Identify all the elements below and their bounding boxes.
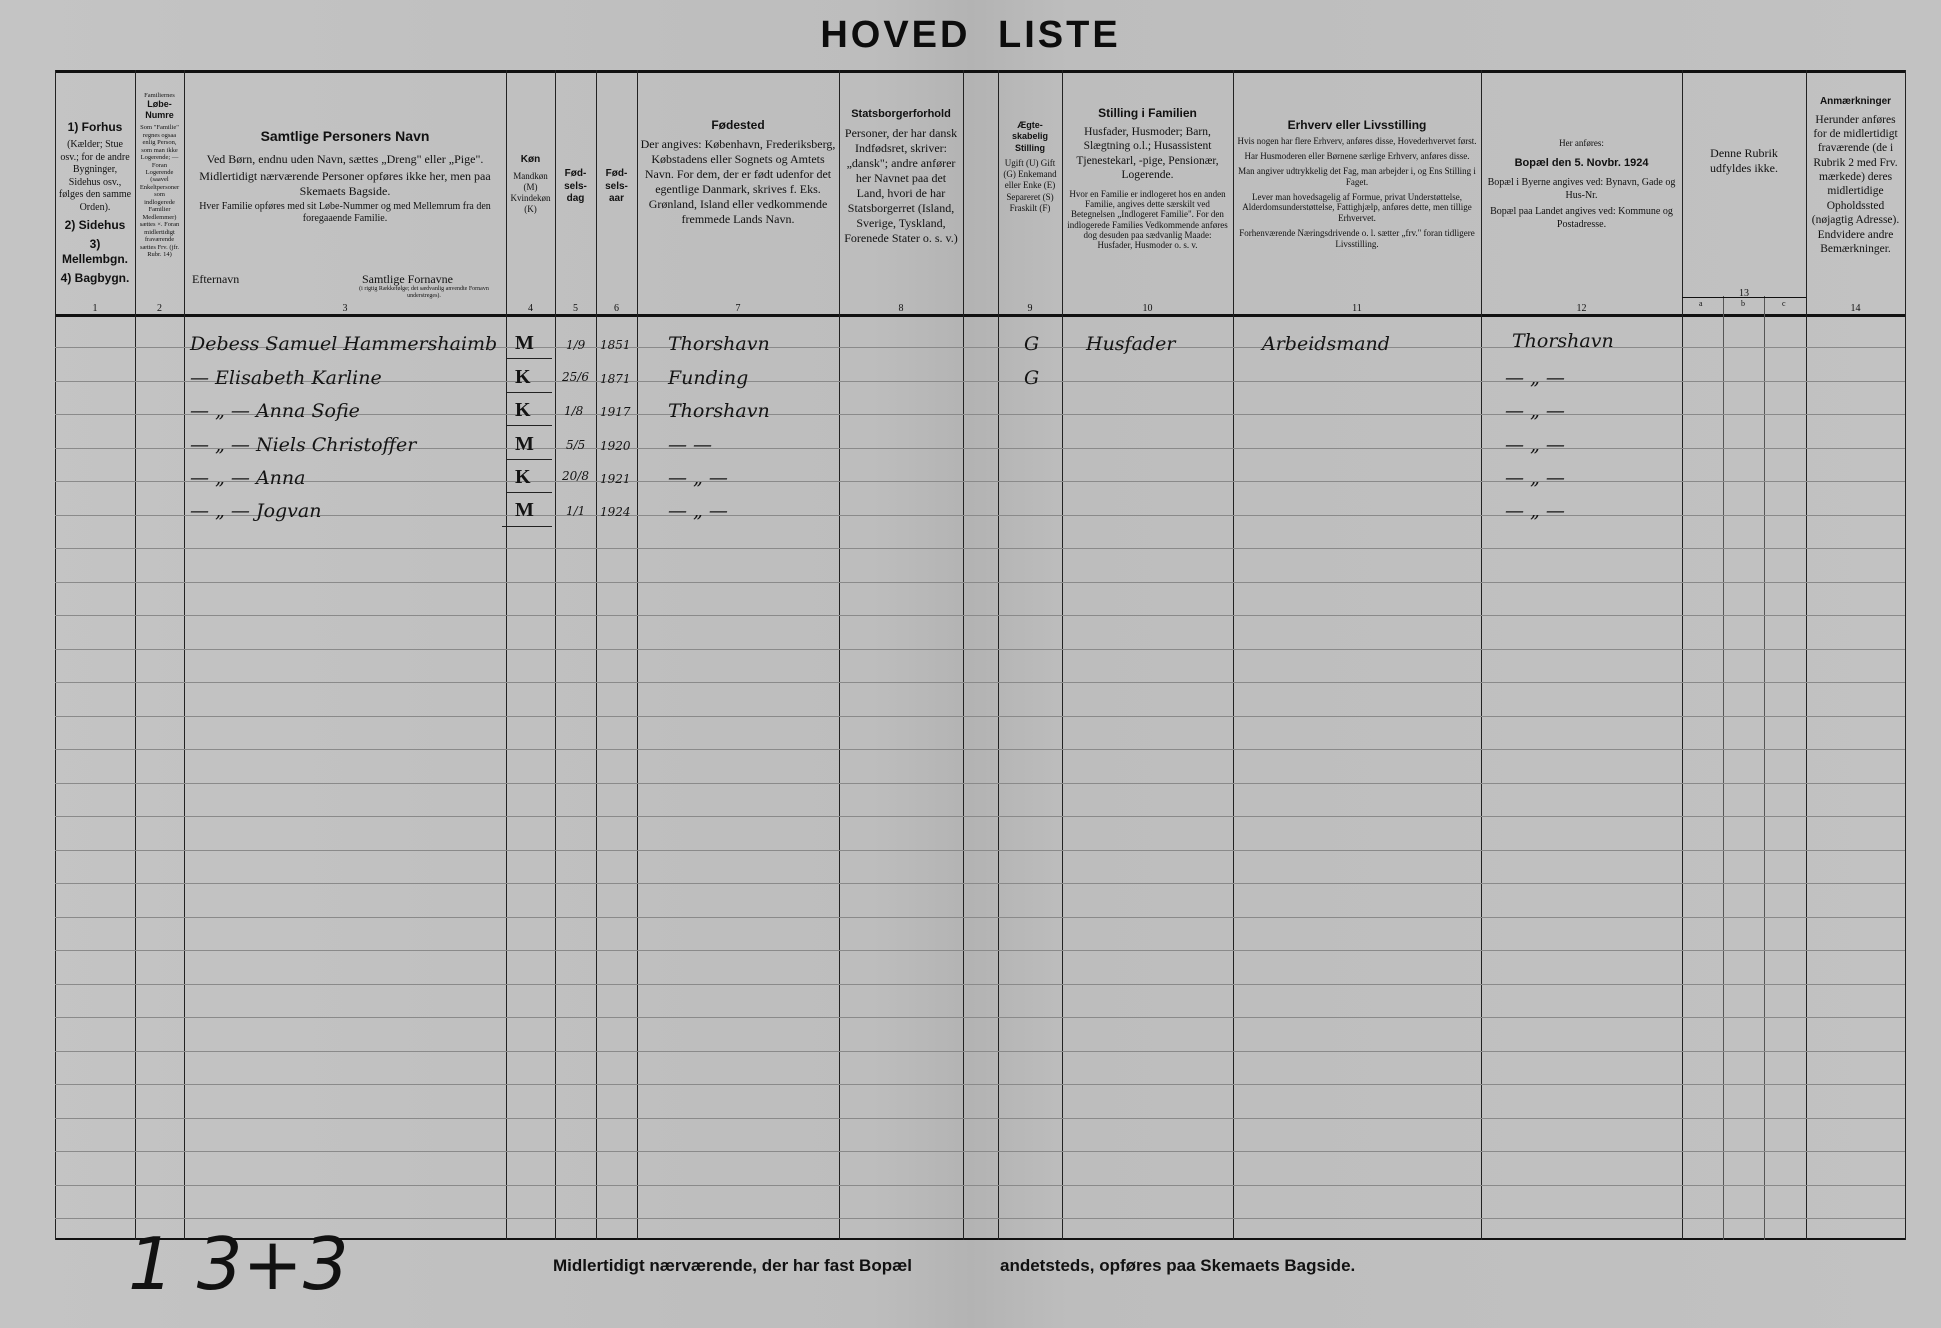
header-firstnames-sub: (i rigtig Rækkefølge; det sædvanlig anvendte Fornavn understreges). bbox=[359, 286, 489, 299]
header-residence-top: Her anføres: bbox=[1559, 138, 1604, 148]
col-line bbox=[1764, 296, 1765, 1240]
entry-year: 1917 bbox=[600, 405, 631, 419]
colnum: 5 bbox=[573, 303, 578, 314]
header-remarks: Anmærkninger bbox=[1819, 96, 1892, 107]
top-rule bbox=[55, 70, 1905, 73]
form-row-line bbox=[55, 481, 1905, 482]
header-residence: Bopæl den 5. Novbr. 1924 bbox=[1514, 157, 1649, 170]
header-bagbygn: 4) Bagbygn. bbox=[60, 271, 130, 285]
entry-sex: M bbox=[515, 433, 534, 455]
sex-underline bbox=[506, 392, 552, 393]
entry-birthplace: Thorshavn bbox=[668, 333, 770, 355]
entry-role: Husfader bbox=[1086, 333, 1176, 355]
entry-birthplace: — „ — bbox=[668, 500, 728, 522]
entry-sex: K bbox=[515, 466, 531, 488]
colnum: 4 bbox=[528, 303, 533, 314]
header-col-1 bbox=[55, 76, 135, 301]
header-col-14 bbox=[1806, 76, 1905, 301]
page-title: HOVED LISTE bbox=[820, 14, 1121, 56]
form-row-line bbox=[55, 984, 1905, 985]
colnum: 3 bbox=[342, 303, 348, 314]
entry-name: — „ — Niels Christoffer bbox=[190, 434, 417, 456]
sex-underline bbox=[506, 358, 552, 359]
form-row-line bbox=[55, 1084, 1905, 1085]
form-row-line bbox=[55, 1017, 1905, 1018]
header-rule bbox=[55, 314, 1905, 317]
entry-birthplace: Thorshavn bbox=[668, 400, 770, 422]
form-row-line bbox=[55, 917, 1905, 918]
header-firstnames: Samtlige Fornavne bbox=[362, 272, 453, 286]
entry-sex: K bbox=[515, 399, 531, 421]
entry-birthplace: Funding bbox=[668, 367, 749, 389]
entry-day: 25/6 bbox=[562, 370, 589, 384]
header-names: Samtlige Personers Navn bbox=[260, 128, 430, 144]
entry-day: 20/8 bbox=[562, 469, 589, 483]
entry-day: 1/9 bbox=[566, 338, 586, 352]
form-row-line bbox=[55, 649, 1905, 650]
header-forhus: 1) Forhus bbox=[67, 120, 123, 134]
subcol-a: a bbox=[1699, 299, 1703, 308]
form-row-line bbox=[55, 950, 1905, 951]
sex-underline bbox=[506, 425, 552, 426]
col-line bbox=[1905, 70, 1906, 1240]
header-col-7 bbox=[637, 76, 839, 301]
header-col-5 bbox=[555, 76, 596, 301]
sex-underline bbox=[506, 492, 552, 493]
header-col-3-line1: Ved Børn, endnu uden Navn, sættes „Dreng" eller „Pige". bbox=[206, 151, 484, 166]
entry-name: — „ — Jogvan bbox=[190, 500, 322, 522]
entry-day: 1/8 bbox=[564, 404, 584, 418]
header-sex-text: Mandkøn (M) Kvindekøn (K) bbox=[510, 170, 551, 215]
form-row-line bbox=[55, 1151, 1905, 1152]
entry-civil: G bbox=[1024, 333, 1040, 355]
colnum: 1 bbox=[92, 303, 98, 314]
subcol-b: b bbox=[1741, 299, 1745, 308]
entry-occupation: Arbeidsmand bbox=[1262, 333, 1390, 355]
col-line bbox=[1723, 296, 1724, 1240]
colnum: 7 bbox=[735, 303, 741, 314]
entry-year: 1871 bbox=[600, 372, 631, 386]
form-row-line bbox=[55, 749, 1905, 750]
subcol-c: c bbox=[1782, 299, 1786, 308]
header-not-filled: Denne Rubrik udfyldes ikke. bbox=[1710, 146, 1778, 175]
colnum: 11 bbox=[1352, 303, 1362, 314]
entry-name: — „ — Anna Sofie bbox=[190, 400, 360, 422]
entry-sex: M bbox=[515, 499, 534, 521]
form-row-line bbox=[55, 548, 1905, 549]
header-occ-5: Forhenværende Næringsdrivende o. l. sætter „frv." foran tidligere Livsstilling. bbox=[1239, 227, 1475, 249]
header-col-3-line2: Midlertidigt nærværende Personer opføres ikke her, men paa Skemaets Bagside. bbox=[199, 168, 491, 198]
header-family-role: Stilling i Familien bbox=[1098, 106, 1197, 120]
header-col-3 bbox=[184, 76, 506, 301]
header-col-2 bbox=[135, 76, 184, 301]
sex-underline bbox=[506, 459, 552, 460]
entry-year: 1851 bbox=[600, 338, 631, 352]
form-row-line bbox=[55, 816, 1905, 817]
entry-day: 1/1 bbox=[566, 504, 586, 518]
header-col-8 bbox=[839, 76, 963, 301]
header-residence-country: Bopæl paa Landet angives ved: Kommune og Postadresse. bbox=[1490, 206, 1673, 230]
colnum: 8 bbox=[898, 303, 904, 314]
header-birthyear: Fød-sels-aar bbox=[605, 168, 628, 204]
entry-birthplace: — — bbox=[668, 434, 713, 456]
form-row-line bbox=[55, 682, 1905, 683]
header-col-9 bbox=[998, 76, 1062, 301]
header-remarks-text: Herunder anføres for de midlertidigt fraværende (de i Rubrik 2 med Frv. mærkede) deres midlertidige Opholdssted (nøjagtig Adresse). Endvidere andre Bemærkninger. bbox=[1811, 113, 1900, 255]
entry-year: 1924 bbox=[600, 505, 631, 519]
form-row-line bbox=[55, 716, 1905, 717]
header-birthday: Fød-sels-dag bbox=[564, 168, 587, 204]
form-row-line bbox=[55, 1051, 1905, 1052]
colnum: 13 bbox=[1739, 288, 1749, 299]
header-occ-1: Hvis nogen har flere Erhverv, anføres disse, Hovederhvervet først. bbox=[1237, 136, 1477, 147]
sex-underline bbox=[502, 526, 552, 527]
colnum: 14 bbox=[1850, 303, 1861, 314]
header-sex: Køn bbox=[520, 154, 541, 165]
entry-sex: K bbox=[515, 366, 531, 388]
colnum: 2 bbox=[157, 303, 162, 314]
form-row-line bbox=[55, 615, 1905, 616]
header-occ-3: Man angiver udtrykkelig det Fag, man arbejder i, og Ens Stilling i Faget. bbox=[1238, 165, 1476, 187]
form-row-line bbox=[55, 850, 1905, 851]
entry-year: 1921 bbox=[600, 472, 631, 486]
tally-mark: 1 3+3 bbox=[128, 1222, 349, 1306]
header-family-role-note: Hvor en Familie er indlogeret hos en anden Familie, angives dette særskilt ved Betegnelsen „Indlogeret Familie". For den indlogerede Families Vedkommende anføres dog desuden paa sædvanlig Maade: Husfader, Husmoder o. s. v. bbox=[1067, 188, 1228, 251]
entry-sex: M bbox=[515, 332, 534, 354]
entry-day: 5/5 bbox=[566, 438, 586, 452]
header-lobe-numre: Løbe-Numre bbox=[145, 99, 174, 120]
colnum: 6 bbox=[614, 303, 619, 314]
header-family-role-text: Husfader, Husmoder; Barn, Slægtning o.l.; Husassistent Tjenestekarl, -pige, Pensionær, Logerende. bbox=[1076, 126, 1219, 182]
entry-birthplace: — „ — bbox=[668, 467, 728, 489]
col-line bbox=[963, 70, 964, 1240]
header-residence-town: Bopæl i Byerne angives ved: Bynavn, Gade og Hus-Nr. bbox=[1487, 177, 1676, 201]
entry-home: — „ — bbox=[1505, 434, 1565, 456]
footer-right: andetsteds, opføres paa Skemaets Bagside. bbox=[1000, 1256, 1356, 1275]
entry-home: — „ — bbox=[1505, 500, 1565, 522]
form-row-line bbox=[55, 582, 1905, 583]
header-occ-2: Har Husmoderen eller Børnene særlige Erhverv, anføres disse. bbox=[1244, 151, 1470, 162]
header-col-2-text: Som "Familie" regnes ogsaa enlig Person, som man ikke Logerende; — Foran Logerende (saavel Enkeltpersoner som indlogerede Familier Medlemmer) sættes ×. Foran midlertidigt fraværende sættes Frv. (jfr. Rubr. 14) bbox=[139, 124, 180, 259]
header-marital: Ægte-skabelig Stilling bbox=[1011, 120, 1049, 153]
header-col-1-text: (Kælder; Stue osv.; for de andre Bygninger, Sidehus osv., følges den samme Orden). bbox=[58, 139, 132, 213]
header-col-4 bbox=[506, 76, 555, 301]
header-col-11 bbox=[1233, 76, 1481, 301]
header-citizenship: Statsborgerforhold bbox=[851, 108, 951, 120]
entry-name: — „ — Anna bbox=[190, 467, 306, 489]
form-row-line bbox=[55, 1185, 1905, 1186]
entry-year: 1920 bbox=[600, 439, 631, 453]
entry-name: Debess Samuel Hammershaimb bbox=[190, 333, 498, 355]
form-row-line bbox=[55, 883, 1905, 884]
header-mellembygn: 3) Mellembgn. bbox=[61, 237, 128, 266]
form-row-line bbox=[55, 1118, 1905, 1119]
header-occupation: Erhverv eller Livsstilling bbox=[1287, 118, 1427, 132]
entry-civil: G bbox=[1024, 367, 1040, 389]
footer-left: Midlertidigt nærværende, der har fast Bopæl bbox=[553, 1256, 912, 1275]
form-row-line bbox=[55, 1218, 1905, 1219]
colnum: 10 bbox=[1142, 303, 1153, 314]
entry-name: — Elisabeth Karline bbox=[190, 367, 382, 389]
header-col-13 bbox=[1682, 76, 1806, 276]
entry-home: — „ — bbox=[1505, 367, 1565, 389]
header-col-12 bbox=[1481, 76, 1682, 301]
header-col-10 bbox=[1062, 76, 1233, 301]
colnum: 9 bbox=[1027, 303, 1033, 314]
header-birthplace-text: Der angives: København, Frederiksberg, Købstadens eller Sognets og Amtets Navn. For dem, der er født udenfor det egentlige Danmark, skrives f. Eks. Grønland, Island eller vedkommende fremmede Lands Navn. bbox=[640, 137, 836, 226]
header-occ-4: Lever man hovedsagelig af Formue, privat Understøttelse, Alderdomsunderstøttelse, Fattighjælp, anføres dette, men tillige Erhvervet. bbox=[1242, 191, 1472, 224]
header-citizenship-text: Personer, der har dansk Indfødsret, skriver: „dansk"; andre anfører her Navnet paa det Land, hvori de har Statsborgerret (Island, Sverige, Tyskland, Forenede Stater o. s. v.) bbox=[844, 125, 958, 245]
header-col-6 bbox=[596, 76, 637, 301]
form-row-line bbox=[55, 783, 1905, 784]
header-col-2-top: Familiernes bbox=[144, 92, 175, 99]
entry-home: Thorshavn bbox=[1512, 330, 1614, 352]
header-col-3-line3: Hver Familie opføres med sit Løbe-Nummer og med Mellemrum fra den foregaaende Familie. bbox=[199, 200, 491, 224]
entry-home: — „ — bbox=[1505, 467, 1565, 489]
header-birthplace: Fødested bbox=[711, 118, 765, 132]
header-marital-text: Ugift (U) Gift (G) Enkemand eller Enke (E) Separeret (S) Fraskilt (F) bbox=[1003, 157, 1057, 213]
entry-home: — „ — bbox=[1505, 400, 1565, 422]
form-row-line bbox=[55, 515, 1905, 516]
header-sidehus: 2) Sidehus bbox=[64, 218, 126, 232]
header-surname: Efternavn bbox=[192, 272, 240, 286]
colnum: 12 bbox=[1576, 303, 1587, 314]
